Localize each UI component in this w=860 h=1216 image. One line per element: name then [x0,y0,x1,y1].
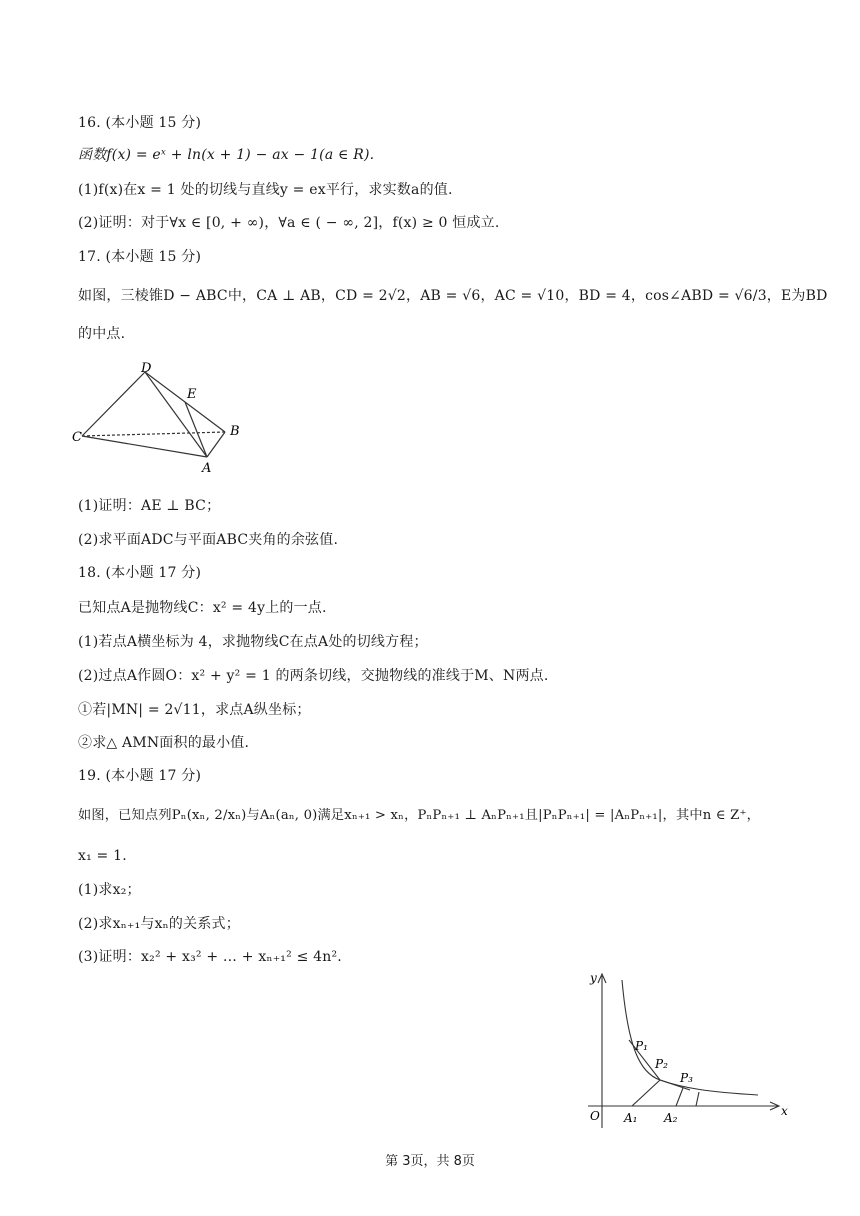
problem-16-part-2: (2)证明：对于∀x ∈ [0, + ∞)，∀a ∈ ( − ∞, 2]，f(x) ≥ 0 恒成立. [78,215,500,231]
label-D: D [141,361,152,376]
label-A1: A₁ [624,1111,638,1125]
label-A: A [202,461,212,475]
label-P3: P₃ [680,1071,693,1085]
problem-18-part-2: (2)过点A作圆O：x² + y² = 1 的两条切线，交抛物线的准线于M、N两点. [78,668,549,684]
problem-16-statement: 函数f(x) = eˣ + ln(x + 1) − ax − 1(a ∈ R). [78,147,375,163]
label-E: E [187,387,197,402]
problem-17-statement: 如图，三棱锥D − ABC中，CA ⊥ AB，CD = 2√2，AB = √6，AC = √10，BD = 4，cos∠ABD = √6/3，E为BD [78,288,828,304]
label-P2: P₂ [655,1057,668,1071]
problem-16-part-1: (1)f(x)在x = 1 处的切线与直线y = ex平行，求实数a的值. [78,182,453,198]
problem-17-part-2: (2)求平面ADC与平面ABC夹角的余弦值. [78,532,339,548]
problem-19-part-3: (3)证明：x₂² + x₃² + … + xₙ₊₁² ≤ 4n². [78,949,342,965]
label-origin: O [590,1109,600,1123]
problem-18-header: 18. (本小题 17 分) [78,565,202,581]
problem-18-part-2-ii: ②求△ AMN面积的最小值. [78,735,250,751]
label-C: C [72,430,82,445]
label-B: B [230,424,240,439]
label-A2: A₂ [664,1111,678,1125]
problem-19-header: 19. (本小题 17 分) [78,768,202,784]
problem-17-statement-cont: 的中点. [78,326,126,342]
problem-19-part-2: (2)求xₙ₊₁与xₙ的关系式； [78,916,240,932]
problem-17-header: 17. (本小题 15 分) [78,249,202,265]
problem-19-part-1: (1)求x₂； [78,882,141,898]
problem-19-statement: 如图，已知点列Pₙ(xₙ, 2/xₙ)与Aₙ(aₙ, 0)满足xₙ₊₁ > xₙ，PₙPₙ₊₁ ⊥ AₙPₙ₊₁且|PₙPₙ₊₁| = |AₙPₙ₊₁|，其中n ∈ Z⁺， [78,808,761,823]
problem-16-header: 16. (本小题 15 分) [78,115,202,131]
page-footer: 第 3页，共 8页 [385,1154,475,1169]
tetrahedron-figure [70,360,250,475]
problem-18-statement: 已知点A是抛物线C：x² = 4y上的一点. [78,600,327,616]
label-P1: P₁ [635,1039,648,1053]
problem-19-statement-cont: x₁ = 1. [78,848,127,864]
problem-17-part-1: (1)证明：AE ⊥ BC； [78,498,221,514]
label-x-axis: x [781,1104,788,1118]
sequence-graph-figure [578,968,793,1133]
problem-18-part-2-i: ①若|MN| = 2√11，求点A纵坐标； [78,702,311,718]
label-y-axis: y [590,971,597,985]
problem-18-part-1: (1)若点A横坐标为 4，求抛物线C在点A处的切线方程； [78,634,428,650]
